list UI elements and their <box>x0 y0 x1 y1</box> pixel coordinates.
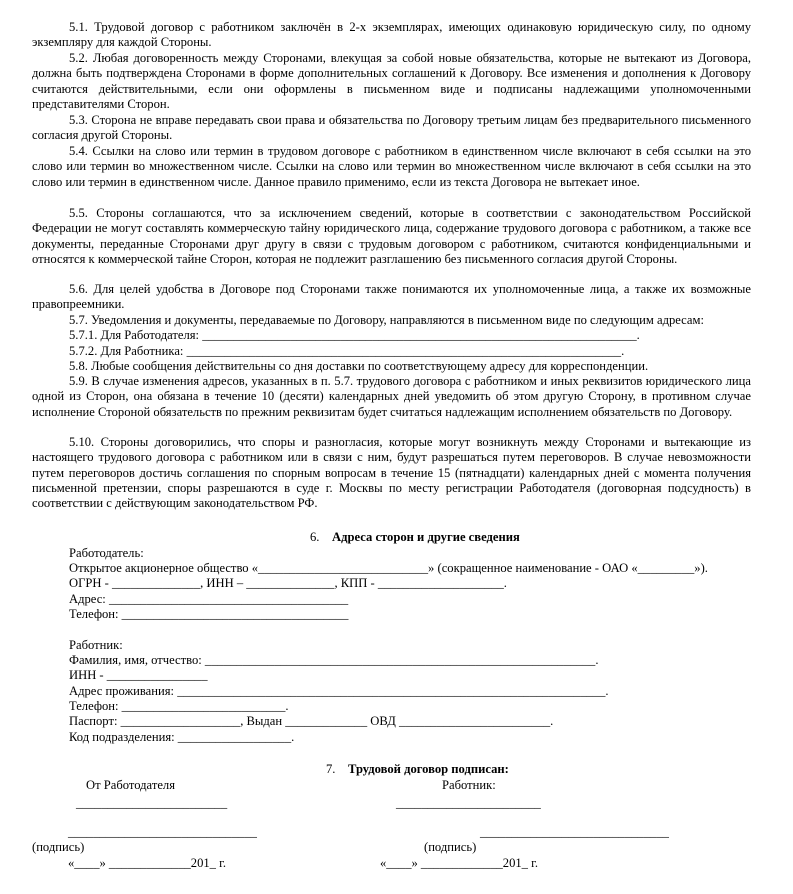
clause-5-1 <box>32 20 751 51</box>
employee-phone: Телефон: __________________________. <box>69 699 289 713</box>
employer-ogrn: ОГРН - ______________, ИНН – ______________, КПП - ____________________. <box>69 576 507 590</box>
employer-signature-caption: (подпись) <box>32 840 85 854</box>
employer-address: Адрес: ______________________________________ <box>69 592 349 606</box>
employee-name-line: _______________________ <box>396 796 541 810</box>
section-7-number: 7. <box>326 762 336 776</box>
employee-inn: ИНН - ________________ <box>69 668 208 682</box>
employee-address: Адрес проживания: ____________________________________________________________________. <box>69 684 609 698</box>
clause-5-10-text: 5.10. Стороны договорились, что споры и разногласия, которые могут возникнуть между Сторонами и вытекающие из настоящего трудового договора с работником или в связи с ним, будут разрешаться путем переговоров. В случае невозможности путем переговоров достичь соглашения по спорным вопросам в течение 15 (пятнадцати) календарных дней с момента получения письменной претензии, споры разрешаются в суде г. Москвы по месту регистрации Работодателя (договорная подсудность) в соответствии с действующим законодательством РФ. <box>32 435 751 511</box>
employee-signature-line: ______________________________ <box>480 825 669 839</box>
employee-passport: Паспорт: ___________________, Выдан _____________ ОВД ________________________. <box>69 714 554 728</box>
employer-label: Работодатель: <box>69 546 144 560</box>
section-6-number: 6. <box>310 530 320 544</box>
section-7-heading <box>326 762 509 777</box>
employer-name-line: ________________________ <box>76 796 228 810</box>
clause-5-8-text: 5.8. Любые сообщения действительны со дня доставки по соответствующему адресу для корреспонденции. <box>69 359 649 373</box>
clause-5-3-text: 5.3. Сторона не вправе передавать свои права и обязательства по Договору третьим лицам без предварительного письменного согласия другой Стороны. <box>32 113 751 143</box>
clause-5-5-text: 5.5. Стороны соглашаются, что за исключением сведений, которые в соответствии с законодательством Российской Федерации не могут составлять коммерческую тайну юридического лица, содержание трудового договора с работником, а также все документы, переданные Сторонами друг другу в связи с трудовым договором с работником, считаются конфиденциальными и относятся к коммерческой тайне Сторон, которая не подлежит разглашению без письменного согласия другой Стороны. <box>32 206 751 266</box>
clause-5-4 <box>32 144 751 190</box>
clause-5-6 <box>32 282 751 313</box>
clause-5-3 <box>32 113 751 144</box>
clause-5-7 <box>32 313 751 328</box>
clause-5-10 <box>32 435 751 511</box>
clause-5-8 <box>32 359 751 374</box>
employee-label: Работник: <box>69 638 123 652</box>
clause-5-7-2: 5.7.2. Для Работника: _____________________________________________________________________. <box>69 344 625 358</box>
clause-5-2 <box>32 51 751 112</box>
clause-5-6-text: 5.6. Для целей удобства в Договоре под Сторонами также понимаются их уполномоченные лица, а также их возможные правопреемники. <box>32 282 751 312</box>
employee-sign-label: Работник: <box>442 778 496 792</box>
clause-5-4-text: 5.4. Ссылки на слово или термин в трудовом договоре с работником в единственном числе включают в себя ссылки на это слово или термин во множественном числе. Ссылки на слово или термин во множественном числе включают в себя ссылки на это слово или термин в единственном числе. Данное правило применимо, если из текста Договора не вытекает иное. <box>32 144 751 189</box>
from-employer-label: От Работодателя <box>86 778 175 792</box>
clause-5-9 <box>32 374 751 420</box>
employee-fio: Фамилия, имя, отчество: ______________________________________________________________. <box>69 653 599 667</box>
section-7-title: Трудовой договор подписан: <box>348 762 509 776</box>
clause-5-2-text: 5.2. Любая договоренность между Сторонами, влекущая за собой новые обязательства, которые не вытекают из Договора, должна быть подтверждена Сторонами в форме дополнительных соглашений к Договору. Все изменения и дополнения к Договору считаются действительными, если они оформлены в письменном виде и подписаны надлежащими уполномоченными представителями Сторон. <box>32 51 751 111</box>
clause-5-5 <box>32 206 751 267</box>
employer-date: «____» _____________201_ г. <box>68 856 227 870</box>
employee-date: «____» _____________201_ г. <box>380 856 539 870</box>
clause-5-1-text: 5.1. Трудовой договор с работником заключён в 2-х экземплярах, имеющих одинаковую юридическую силу, по одному экземпляру для каждой Стороны. <box>32 20 751 50</box>
section-6-title: Адреса сторон и другие сведения <box>332 530 520 544</box>
clause-5-9-text: 5.9. В случае изменения адресов, указанных в п. 5.7. трудового договора с работником и иных реквизитов юридического лица одной из Сторон, она обязана в течение 10 (десяти) календарных дней уведомить об этом другую Сторону, в противном случае исполнение Стороной обязательств по прежним реквизитам будет считаться надлежащим исполнением обязательств по Договору. <box>32 374 751 419</box>
employee-signature-caption: (подпись) <box>424 840 477 854</box>
section-6-heading <box>310 530 520 545</box>
employer-company: Открытое акционерное общество «___________________________» (сокращенное наименование - ОАО «_________»). <box>69 561 708 575</box>
employee-division: Код подразделения: __________________. <box>69 730 295 744</box>
employer-signature-line: ______________________________ <box>68 825 257 839</box>
clause-5-7-text: 5.7. Уведомления и документы, передаваемые по Договору, направляются в письменном виде по следующим адресам: <box>69 313 704 327</box>
clause-5-7-1: 5.7.1. Для Работодателя: _____________________________________________________________________. <box>69 328 640 342</box>
employer-phone: Телефон: ____________________________________ <box>69 607 349 621</box>
